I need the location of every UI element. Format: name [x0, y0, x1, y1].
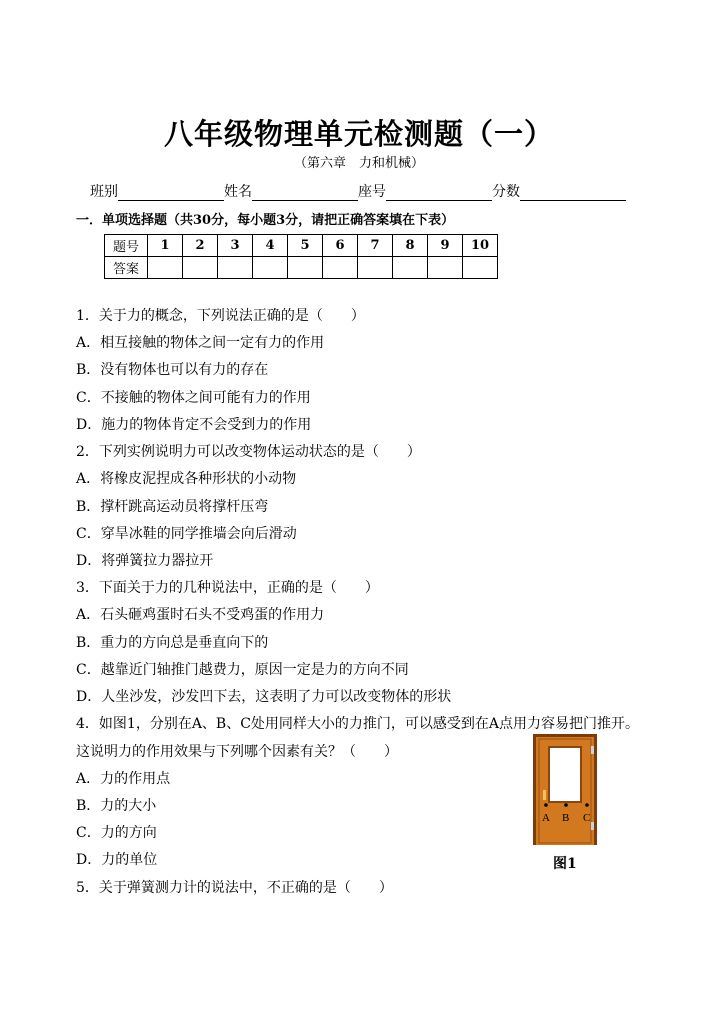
point-a-dot — [544, 803, 548, 807]
answer-cell[interactable] — [148, 257, 183, 279]
question-5-stem: 5．关于弹簧测力计的说法中，不正确的是（ ） — [76, 880, 393, 896]
score-blank[interactable] — [520, 186, 626, 201]
student-info-line — [90, 181, 626, 201]
page-title: 八年级物理单元检测题（一） — [163, 117, 554, 151]
door-hinge-bottom — [591, 822, 594, 830]
question-1-option-b: B．没有物体也可以有力的存在 — [76, 362, 269, 378]
question-3-option-d: D．人坐沙发，沙发凹下去，这表明了力可以改变物体的形状 — [76, 689, 452, 705]
door-window — [549, 747, 581, 802]
answer-cell[interactable] — [183, 257, 218, 279]
point-b-label: B — [562, 812, 570, 824]
seat-label: 座号 — [358, 184, 386, 200]
answer-table-answer-row — [105, 257, 498, 279]
question-2-option-b: B．撑杆跳高运动员将撑杆压弯 — [76, 499, 269, 515]
answer-table — [104, 234, 498, 279]
answer-cell[interactable] — [323, 257, 358, 279]
answer-cell[interactable] — [428, 257, 463, 279]
answer-cell[interactable] — [463, 257, 498, 279]
question-number: 10 — [463, 235, 498, 257]
question-1-stem: 1．关于力的概念，下列说法正确的是（ ） — [76, 308, 365, 324]
score-label: 分数 — [492, 184, 520, 200]
question-3-option-a: A．石头砸鸡蛋时石头不受鸡蛋的作用力 — [76, 607, 325, 623]
question-2-option-c: C．穿旱冰鞋的同学推墙会向后滑动 — [76, 526, 297, 542]
question-4-option-c: C．力的方向 — [76, 825, 157, 841]
question-4-stem-line2: 这说明力的作用效果与下列哪个因素有关？（ ） — [76, 744, 398, 760]
door-figure — [533, 734, 597, 845]
question-2-stem: 2．下列实例说明力可以改变物体运动状态的是（ ） — [76, 444, 421, 460]
answer-cell[interactable] — [253, 257, 288, 279]
answer-cell[interactable] — [393, 257, 428, 279]
door-handle — [543, 790, 546, 800]
question-number: 1 — [148, 235, 183, 257]
answer-cell[interactable] — [358, 257, 393, 279]
question-number: 6 — [323, 235, 358, 257]
question-3-option-b: B．重力的方向总是垂直向下的 — [76, 635, 269, 651]
page-subtitle: （第六章 力和机械） — [293, 156, 424, 171]
row-label-number: 题号 — [105, 235, 148, 257]
seat-blank[interactable] — [386, 186, 492, 201]
question-number: 9 — [428, 235, 463, 257]
question-2-option-d: D．将弹簧拉力器拉开 — [76, 553, 214, 569]
question-number: 4 — [253, 235, 288, 257]
question-4-stem: 4．如图1，分别在A、B、C处用同样大小的力推门，可以感受到在A点用力容易把门推开。 — [76, 716, 640, 732]
question-number: 3 — [218, 235, 253, 257]
answer-cell[interactable] — [218, 257, 253, 279]
question-4-option-b: B．力的大小 — [76, 798, 157, 814]
answer-cell[interactable] — [288, 257, 323, 279]
question-number: 5 — [288, 235, 323, 257]
question-3-option-c: C．越靠近门轴推门越费力，原因一定是力的方向不同 — [76, 662, 409, 678]
question-4-option-d: D．力的单位 — [76, 852, 158, 868]
door-hinge-top — [591, 746, 594, 754]
question-number: 7 — [358, 235, 393, 257]
point-c-dot — [585, 803, 589, 807]
point-a-label: A — [542, 812, 550, 824]
point-c-label: C — [583, 812, 591, 824]
name-blank[interactable] — [252, 186, 358, 201]
row-label-answer: 答案 — [105, 257, 148, 279]
question-4-option-a: A．力的作用点 — [76, 771, 171, 787]
answer-table-number-row — [105, 235, 498, 257]
name-label: 姓名 — [224, 184, 252, 200]
question-1-option-d: D．施力的物体肯定不会受到力的作用 — [76, 417, 312, 433]
question-2-option-a: A．将橡皮泥捏成各种形状的小动物 — [76, 471, 297, 487]
point-b-dot — [564, 803, 568, 807]
class-blank[interactable] — [118, 186, 224, 201]
question-number: 2 — [183, 235, 218, 257]
class-label: 班别 — [90, 184, 118, 200]
question-1-option-c: C．不接触的物体之间可能有力的作用 — [76, 390, 311, 406]
figure-caption: 图1 — [553, 856, 577, 872]
question-number: 8 — [393, 235, 428, 257]
question-3-stem: 3．下面关于力的几种说法中，正确的是（ ） — [76, 580, 379, 596]
section-heading: 一．单项选择题（共30分，每小题3分，请把正确答案填在下表） — [76, 213, 455, 228]
question-1-option-a: A．相互接触的物体之间一定有力的作用 — [76, 335, 325, 351]
